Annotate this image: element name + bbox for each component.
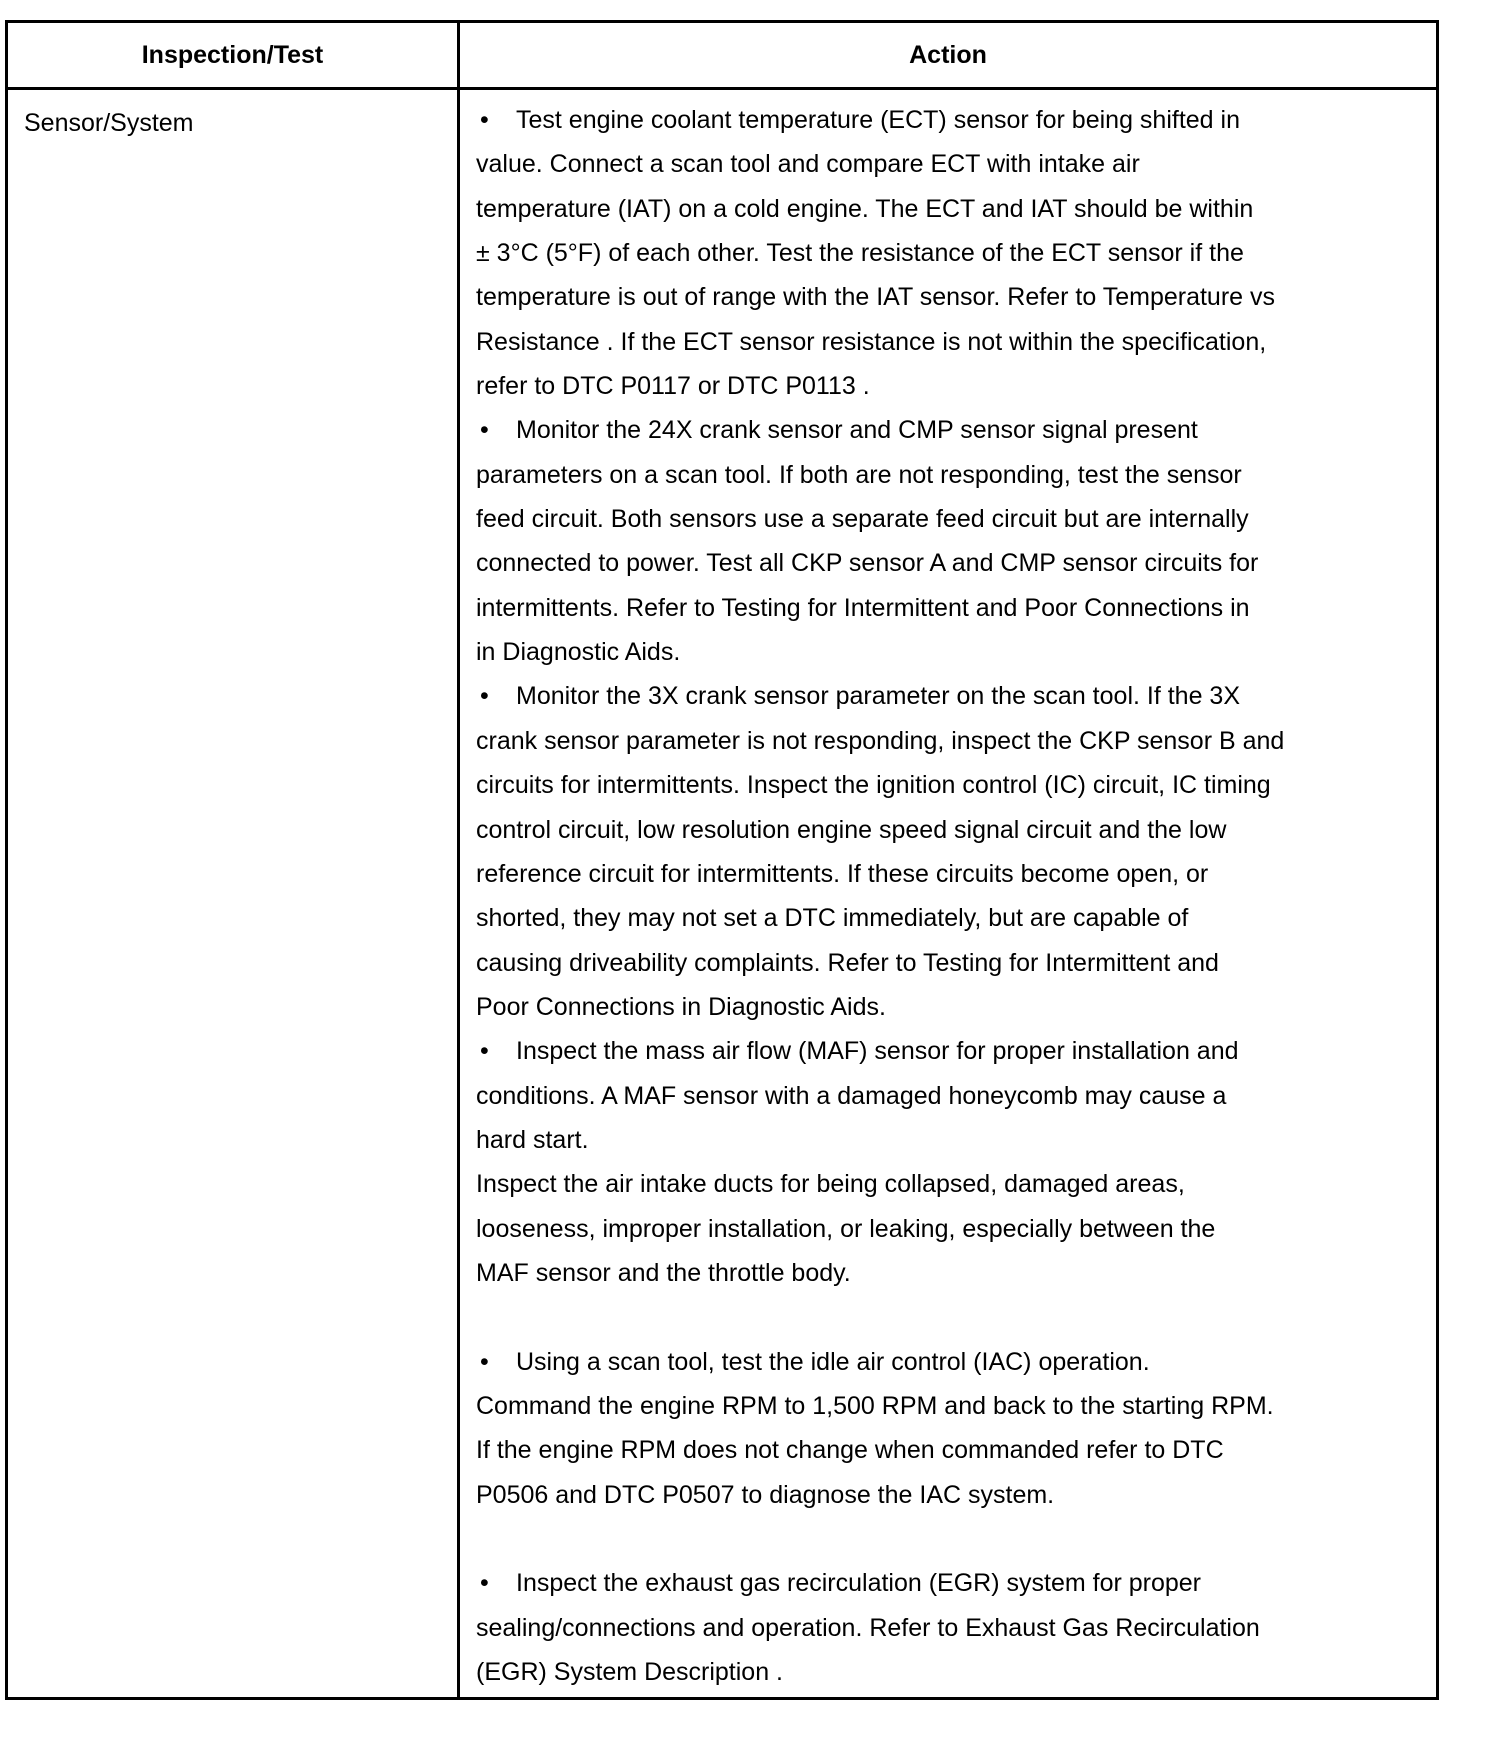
action-text: Command the engine RPM to 1,500 RPM and back to the starting RPM.	[476, 1391, 1274, 1420]
blank-line	[476, 1295, 1436, 1339]
action-text: reference circuit for intermittents. If these circuits become open, or	[476, 859, 1209, 888]
action-text-line	[476, 1473, 1436, 1517]
bullet-icon: •	[480, 1037, 489, 1066]
action-text: crank sensor parameter is not responding, inspect the CKP sensor B and	[476, 726, 1285, 755]
action-text: Test engine coolant temperature (ECT) sensor for being shifted in	[516, 106, 1240, 134]
action-text: connected to power. Test all CKP sensor A and CMP sensor circuits for	[476, 549, 1259, 578]
action-text: (EGR) System Description .	[476, 1658, 784, 1687]
action-text: temperature is out of range with the IAT sensor. Refer to Temperature vs	[476, 283, 1276, 312]
action-text: Poor Connections in Diagnostic Aids.	[476, 992, 886, 1021]
action-text: hard start.	[476, 1125, 589, 1154]
action-text-line	[476, 142, 1436, 186]
action-bullet-line	[476, 98, 1436, 142]
action-bullet-line	[476, 1561, 1436, 1605]
action-bullet-line	[476, 674, 1436, 718]
action-text: shorted, they may not set a DTC immediately, but are capable of	[476, 904, 1189, 933]
action-text-line	[476, 1606, 1436, 1650]
action-text-line	[476, 1118, 1436, 1162]
action-text-line	[476, 1162, 1436, 1206]
action-text-line	[476, 941, 1436, 985]
row-label-sensor-system: Sensor/System	[24, 109, 194, 137]
action-text: MAF sensor and the throttle body.	[476, 1258, 851, 1287]
action-text-line	[476, 985, 1436, 1029]
action-text: Inspect the exhaust gas recirculation (EGR) system for proper	[516, 1569, 1202, 1598]
action-text-line	[476, 541, 1436, 585]
action-text-line	[476, 231, 1436, 275]
bullet-icon: •	[480, 416, 489, 445]
action-text: circuits for intermittents. Inspect the ignition control (IC) circuit, IC timing	[476, 771, 1271, 800]
action-text-line	[476, 1207, 1436, 1251]
action-text-line	[476, 364, 1436, 408]
action-text: value. Connect a scan tool and compare ECT with intake air	[476, 150, 1140, 179]
action-text-line	[476, 586, 1436, 630]
action-text-line	[476, 320, 1436, 364]
action-text: intermittents. Refer to Testing for Intermittent and Poor Connections in	[476, 593, 1250, 622]
header-inspection-test: Inspection/Test	[141, 41, 324, 69]
action-text-line	[476, 808, 1436, 852]
action-text: control circuit, low resolution engine speed signal circuit and the low	[476, 815, 1227, 844]
action-text: Monitor the 24X crank sensor and CMP sensor signal present	[516, 416, 1198, 445]
bullet-icon: •	[480, 1347, 489, 1376]
action-text: If the engine RPM does not change when commanded refer to DTC	[476, 1436, 1224, 1465]
table-header-row	[8, 23, 1436, 90]
column-divider	[457, 23, 460, 1697]
header-action: Action	[909, 41, 987, 69]
action-text-line	[476, 1384, 1436, 1428]
action-bullet-line	[476, 408, 1436, 452]
action-text: Using a scan tool, test the idle air control (IAC) operation.	[516, 1347, 1150, 1376]
action-text: refer to DTC P0117 or DTC P0113 .	[476, 372, 870, 401]
action-text: in Diagnostic Aids.	[476, 638, 681, 667]
action-text: feed circuit. Both sensors use a separate feed circuit but are internally	[476, 505, 1249, 534]
action-text-line	[476, 1074, 1436, 1118]
action-text: parameters on a scan tool. If both are not responding, test the sensor	[476, 460, 1242, 489]
action-bullet-line	[476, 1029, 1436, 1073]
inspection-table	[5, 20, 1439, 1700]
action-text-line	[476, 453, 1436, 497]
blank-line	[476, 1517, 1436, 1561]
action-text: Inspect the mass air flow (MAF) sensor for proper installation and	[516, 1037, 1239, 1066]
action-text-line	[476, 1251, 1436, 1295]
action-text-line	[476, 1428, 1436, 1472]
action-text: Inspect the air intake ducts for being collapsed, damaged areas,	[476, 1170, 1185, 1199]
action-text: conditions. A MAF sensor with a damaged honeycomb may cause a	[476, 1081, 1227, 1110]
action-bullet-line	[476, 1340, 1436, 1384]
action-text-line	[476, 275, 1436, 319]
action-text: temperature (IAT) on a cold engine. The ECT and IAT should be within	[476, 194, 1254, 223]
action-text: sealing/connections and operation. Refer to Exhaust Gas Recirculation	[476, 1613, 1260, 1642]
bullet-icon: •	[480, 106, 489, 134]
action-text: Monitor the 3X crank sensor parameter on the scan tool. If the 3X	[516, 682, 1240, 711]
bullet-icon: •	[480, 1569, 489, 1598]
action-text: P0506 and DTC P0507 to diagnose the IAC system.	[476, 1480, 1055, 1509]
action-text: ± 3°C (5°F) of each other. Test the resistance of the ECT sensor if the	[476, 239, 1244, 268]
action-text-line	[476, 1650, 1436, 1694]
action-text-line	[476, 187, 1436, 231]
action-text-line	[476, 763, 1436, 807]
action-text: Resistance . If the ECT sensor resistance is not within the specification,	[476, 327, 1267, 356]
action-text-line	[476, 497, 1436, 541]
bullet-icon: •	[480, 682, 489, 711]
action-cell	[476, 98, 1436, 1694]
action-text-line	[476, 630, 1436, 674]
action-text-line	[476, 896, 1436, 940]
action-text-line	[476, 719, 1436, 763]
action-text: looseness, improper installation, or leaking, especially between the	[476, 1214, 1216, 1243]
action-text-line	[476, 852, 1436, 896]
action-text: causing driveability complaints. Refer to Testing for Intermittent and	[476, 948, 1219, 977]
